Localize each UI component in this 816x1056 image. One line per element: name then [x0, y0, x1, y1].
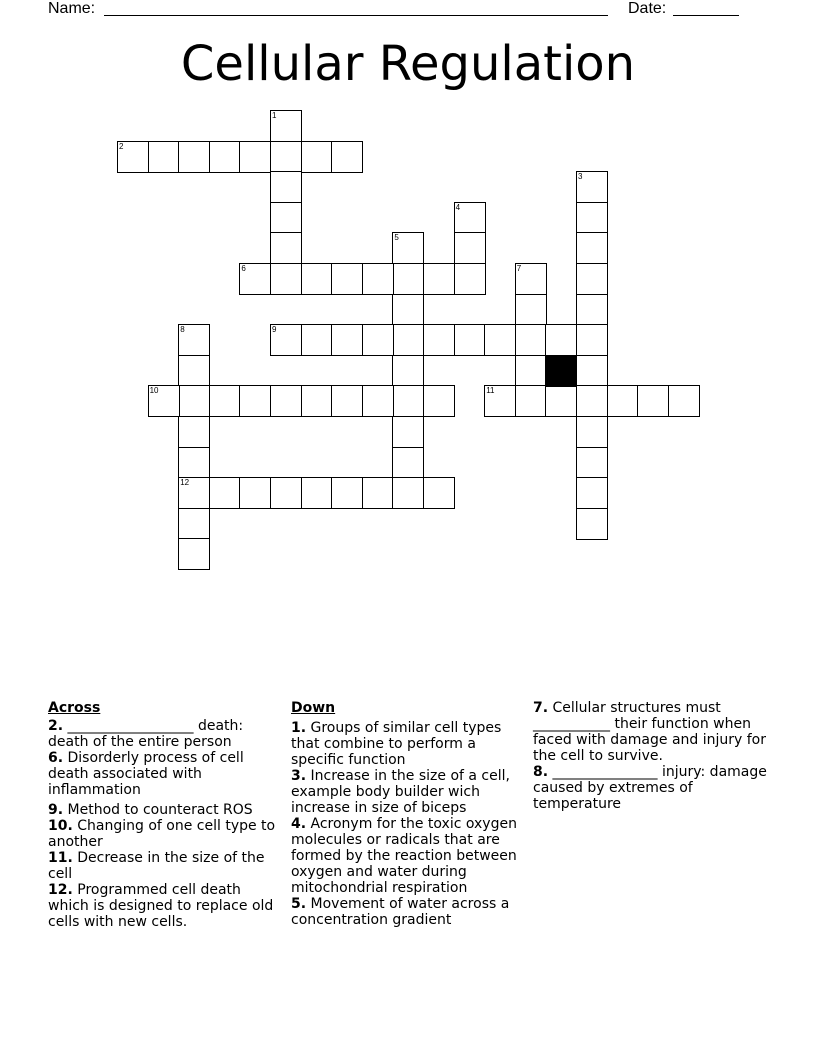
grid-cell[interactable]	[362, 263, 394, 295]
name-label: Name:	[48, 0, 96, 17]
grid-cell[interactable]	[178, 141, 210, 173]
grid-cell[interactable]	[178, 538, 210, 570]
clue-text: Groups of similar cell types that combine to perform a specific function	[291, 720, 502, 768]
grid-cell[interactable]	[270, 141, 302, 173]
clue-number-label: 9	[272, 325, 277, 335]
across-clue	[48, 718, 280, 750]
clue-number: 1.	[291, 720, 307, 736]
grid-cell[interactable]	[576, 294, 608, 326]
grid-cell[interactable]	[301, 141, 333, 173]
down-clue	[533, 764, 768, 812]
grid-cell[interactable]	[545, 324, 577, 356]
clue-text: Increase in the size of a cell, example body builder wich increase in size of biceps	[291, 768, 510, 816]
grid-cell[interactable]	[576, 324, 608, 356]
grid-cell[interactable]	[576, 355, 608, 387]
clue-text: Changing of one cell type to another	[48, 818, 276, 850]
across-heading: Across	[48, 700, 101, 716]
across-clue	[48, 882, 280, 930]
black-cell	[545, 355, 577, 387]
down-clue	[291, 816, 526, 896]
grid-cell[interactable]	[454, 232, 486, 264]
down-clue	[291, 720, 526, 768]
grid-cell[interactable]	[270, 385, 302, 417]
clue-text: Disorderly process of cell death associated with inflammation	[48, 750, 244, 798]
grid-cell[interactable]	[239, 263, 271, 295]
grid-cell[interactable]	[178, 355, 210, 387]
across-clue	[48, 850, 280, 882]
grid-cell[interactable]	[545, 385, 577, 417]
grid-cell[interactable]	[668, 385, 700, 417]
clue-text: Programmed cell death which is designed to replace old cells with new cells.	[48, 882, 274, 930]
grid-cell[interactable]	[515, 385, 547, 417]
clue-text: Acronym for the toxic oxygen molecules or radicals that are formed by the reaction between oxygen and water during mitochondrial respiration	[291, 816, 517, 896]
grid-cell[interactable]	[515, 263, 547, 295]
grid-cell[interactable]	[270, 477, 302, 509]
clue-number: 2.	[48, 718, 64, 734]
clue-number: 11.	[48, 850, 73, 866]
grid-cell[interactable]	[576, 447, 608, 479]
grid-cell[interactable]	[148, 385, 180, 417]
clue-number: 6.	[48, 750, 64, 766]
grid-cell[interactable]	[454, 324, 486, 356]
clue-text: Method to counteract ROS	[63, 802, 253, 818]
grid-cell[interactable]	[454, 263, 486, 295]
grid-cell[interactable]	[576, 508, 608, 540]
clue-number: 3.	[291, 768, 307, 784]
grid-cell[interactable]	[178, 416, 210, 448]
across-clue	[48, 750, 280, 798]
grid-cell[interactable]	[178, 508, 210, 540]
grid-cell[interactable]	[239, 477, 271, 509]
date-label: Date:	[628, 0, 667, 17]
clue-text: Cellular structures must ___________ their function when faced with damage and injury for the cell to survive.	[533, 700, 766, 764]
down-clues-continued	[533, 700, 768, 812]
grid-cell[interactable]	[392, 324, 424, 356]
clue-number: 12.	[48, 882, 73, 898]
grid-cell[interactable]	[576, 232, 608, 264]
grid-cell[interactable]	[392, 477, 424, 509]
clue-text: Movement of water across a concentration gradient	[291, 896, 510, 928]
grid-cell[interactable]	[270, 232, 302, 264]
clue-number-label: 3	[578, 172, 583, 182]
grid-cell[interactable]	[392, 232, 424, 264]
grid-cell[interactable]	[576, 202, 608, 234]
clue-number: 5.	[291, 896, 307, 912]
clue-number: 4.	[291, 816, 307, 832]
grid-cell[interactable]	[423, 263, 455, 295]
down-clue	[291, 768, 526, 816]
grid-cell[interactable]	[301, 385, 333, 417]
clue-number-label: 12	[180, 478, 190, 488]
grid-cell[interactable]	[209, 477, 241, 509]
grid-cell[interactable]	[576, 416, 608, 448]
grid-cell[interactable]	[301, 324, 333, 356]
grid-cell[interactable]	[423, 324, 455, 356]
grid-cell[interactable]	[392, 263, 424, 295]
grid-cell[interactable]	[331, 324, 363, 356]
clue-number: 8.	[533, 764, 549, 780]
grid-cell[interactable]	[178, 385, 210, 417]
grid-cell[interactable]	[515, 324, 547, 356]
grid-cell[interactable]	[576, 171, 608, 203]
grid-cell[interactable]	[362, 477, 394, 509]
clue-number: 7.	[533, 700, 549, 716]
grid-cell[interactable]	[301, 477, 333, 509]
grid-cell[interactable]	[117, 141, 149, 173]
grid-cell[interactable]	[484, 385, 516, 417]
across-clue	[48, 818, 280, 850]
grid-cell[interactable]	[270, 202, 302, 234]
grid-cell[interactable]	[362, 324, 394, 356]
grid-cell[interactable]	[178, 447, 210, 479]
grid-cell[interactable]	[576, 385, 608, 417]
grid-cell[interactable]	[178, 324, 210, 356]
clue-text: __________________ death: death of the entire person	[48, 718, 244, 750]
clue-number-label: 6	[241, 264, 246, 273]
grid-cell[interactable]	[423, 385, 455, 417]
across-clues	[48, 700, 280, 930]
grid-cell[interactable]	[576, 477, 608, 509]
grid-cell[interactable]	[392, 294, 424, 326]
clue-number-label: 5	[394, 233, 399, 243]
grid-cell[interactable]	[270, 263, 302, 295]
grid-cell[interactable]	[515, 294, 547, 326]
grid-cell[interactable]	[239, 385, 271, 417]
clue-number-label: 1	[272, 111, 277, 120]
grid-cell[interactable]	[454, 202, 486, 234]
grid-cell[interactable]	[423, 477, 455, 509]
clue-text: Decrease in the size of the cell	[48, 850, 265, 882]
grid-cell[interactable]	[270, 171, 302, 203]
clue-number-label: 4	[455, 202, 461, 212]
grid-cell[interactable]	[331, 263, 363, 295]
grid-cell[interactable]	[331, 141, 363, 173]
page-title: Cellular Regulation	[180, 36, 636, 92]
grid-cell[interactable]	[576, 263, 608, 295]
clue-text: _______________ injury: damage caused by extremes of temperature	[533, 764, 767, 812]
grid-cell[interactable]	[484, 324, 516, 356]
grid-cell[interactable]	[392, 416, 424, 448]
grid-cell[interactable]	[209, 385, 241, 417]
clue-number-label: 10	[149, 386, 159, 396]
across-clue	[48, 802, 280, 818]
clue-number: 9.	[48, 802, 64, 818]
clue-number-label: 7	[516, 264, 522, 273]
grid-cell[interactable]	[362, 385, 394, 417]
clue-number: 10.	[48, 818, 73, 834]
grid-cell[interactable]	[515, 355, 547, 387]
down-clue	[533, 700, 768, 764]
grid-cell[interactable]	[148, 141, 180, 173]
down-heading: Down	[291, 700, 336, 716]
clue-number-label: 2	[119, 141, 124, 151]
grid-cell[interactable]	[392, 385, 424, 417]
grid-cell[interactable]	[331, 385, 363, 417]
grid-cell[interactable]	[178, 477, 210, 509]
grid-cell[interactable]	[392, 355, 424, 387]
grid-cell[interactable]	[637, 385, 669, 417]
grid-cell[interactable]	[301, 263, 333, 295]
grid-cell[interactable]	[270, 110, 302, 142]
grid-cell[interactable]	[239, 141, 271, 173]
clue-number-label: 11	[486, 386, 495, 396]
down-clue	[291, 896, 526, 928]
down-clues	[291, 700, 526, 928]
clue-number-label: 8	[180, 325, 185, 335]
grid-cell[interactable]	[270, 324, 302, 356]
grid-cell[interactable]	[209, 141, 241, 173]
grid-cell[interactable]	[607, 385, 639, 417]
grid-cell[interactable]	[331, 477, 363, 509]
grid-cell[interactable]	[392, 447, 424, 479]
